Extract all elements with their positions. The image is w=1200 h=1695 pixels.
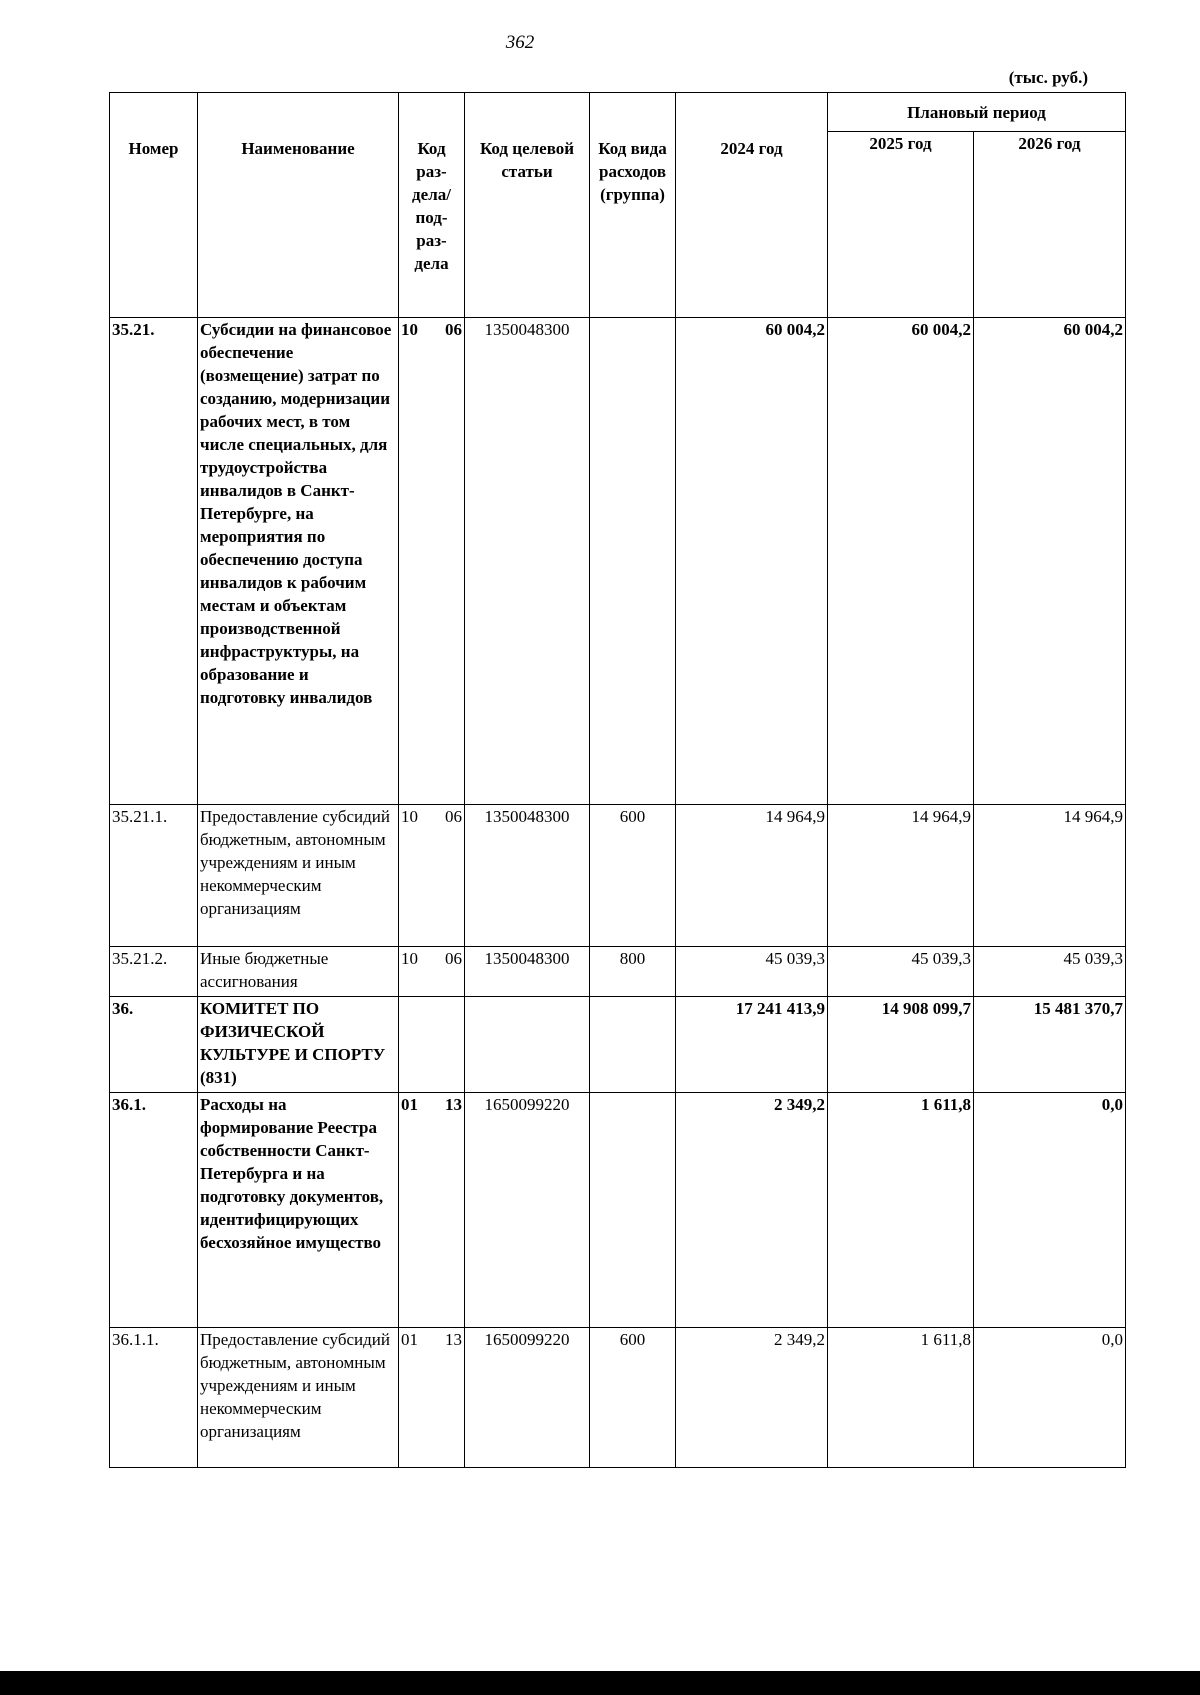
row-2025: 14 908 099,7: [828, 997, 974, 1093]
row-section-code: [399, 997, 465, 1093]
row-expense-type: 800: [590, 947, 676, 997]
table-row: [110, 805, 1126, 947]
row-expense-type: [590, 997, 676, 1093]
row-name: Иные бюджетные ассигнования: [198, 947, 399, 997]
table-row: [110, 997, 1126, 1093]
row-target-code: 1650099220: [465, 1328, 590, 1468]
subsection: 13: [445, 1330, 462, 1349]
row-2026: 15 481 370,7: [974, 997, 1126, 1093]
row-number: 36.: [110, 997, 198, 1093]
table-row: [110, 1328, 1126, 1468]
row-number: 35.21.2.: [110, 947, 198, 997]
row-target-code: 1650099220: [465, 1093, 590, 1328]
page-number: 362: [505, 32, 535, 53]
row-section-code: [399, 947, 465, 997]
row-2026: 60 004,2: [974, 318, 1126, 805]
row-section-code: [399, 805, 465, 947]
header-section-code: Код раз-дела/ под-раз-дела: [399, 93, 465, 318]
section: 10: [401, 320, 418, 339]
row-number: 35.21.: [110, 318, 198, 805]
row-2025: 1 611,8: [828, 1328, 974, 1468]
row-2026: 14 964,9: [974, 805, 1126, 947]
header-name: Наименование: [198, 93, 399, 318]
budget-table: [109, 92, 1126, 1468]
header-year-2026: 2026 год: [974, 132, 1126, 318]
subsection: 13: [445, 1095, 462, 1114]
row-2026: 0,0: [974, 1328, 1126, 1468]
row-2026: 45 039,3: [974, 947, 1126, 997]
row-name: Предоставление субсидий бюджетным, автономным учреждениям и иным некоммерческим организациям: [198, 805, 399, 947]
row-name: КОМИТЕТ ПО ФИЗИЧЕСКОЙ КУЛЬТУРЕ И СПОРТУ (831): [198, 997, 399, 1093]
row-2025: 1 611,8: [828, 1093, 974, 1328]
header-year-2025: 2025 год: [828, 132, 974, 318]
subsection: 06: [445, 949, 462, 968]
row-target-code: [465, 997, 590, 1093]
units-label: (тыс. руб.): [1008, 68, 1088, 87]
row-2025: 14 964,9: [828, 805, 974, 947]
header-year-2024: 2024 год: [676, 93, 828, 318]
section: 10: [401, 807, 418, 826]
header-planned-period: Плановый период: [828, 93, 1126, 132]
header-expense-type: Код вида расходов (группа): [590, 93, 676, 318]
row-section-code: [399, 1328, 465, 1468]
section: 01: [401, 1330, 418, 1349]
row-target-code: 1350048300: [465, 318, 590, 805]
row-number: 35.21.1.: [110, 805, 198, 947]
row-2024: 17 241 413,9: [676, 997, 828, 1093]
header-target-code: Код целевой статьи: [465, 93, 590, 318]
row-2026: 0,0: [974, 1093, 1126, 1328]
row-expense-type: [590, 318, 676, 805]
row-2024: 14 964,9: [676, 805, 828, 947]
row-name: Расходы на формирование Реестра собственности Санкт-Петербурга и на подготовку документов, идентифицирующих бесхозяйное имущество: [198, 1093, 399, 1328]
row-expense-type: 600: [590, 805, 676, 947]
table-row: [110, 947, 1126, 997]
section: 01: [401, 1095, 418, 1114]
row-name: Предоставление субсидий бюджетным, автономным учреждениям и иным некоммерческим организациям: [198, 1328, 399, 1468]
subsection: 06: [445, 807, 462, 826]
row-2025: 60 004,2: [828, 318, 974, 805]
row-2025: 45 039,3: [828, 947, 974, 997]
row-target-code: 1350048300: [465, 805, 590, 947]
row-2024: 60 004,2: [676, 318, 828, 805]
section: 10: [401, 949, 418, 968]
table-row: [110, 1093, 1126, 1328]
row-number: 36.1.1.: [110, 1328, 198, 1468]
row-name: Субсидии на финансовое обеспечение (возмещение) затрат по созданию, модернизации рабочих мест, в том числе специальных, для трудоустройства инвалидов в Санкт-Петербурге, на мероприятия по обеспечению доступа инвалидов к рабочим местам и объектам производственной инфраструктуры, на образование и подготовку инвалидов: [198, 318, 399, 805]
scan-border-bottom: [0, 1671, 1200, 1695]
row-number: 36.1.: [110, 1093, 198, 1328]
row-section-code: [399, 1093, 465, 1328]
row-section-code: [399, 318, 465, 805]
table-row: [110, 318, 1126, 805]
row-expense-type: [590, 1093, 676, 1328]
row-expense-type: 600: [590, 1328, 676, 1468]
subsection: 06: [445, 320, 462, 339]
header-number: Номер: [110, 93, 198, 318]
row-2024: 2 349,2: [676, 1093, 828, 1328]
row-2024: 45 039,3: [676, 947, 828, 997]
row-2024: 2 349,2: [676, 1328, 828, 1468]
row-target-code: 1350048300: [465, 947, 590, 997]
